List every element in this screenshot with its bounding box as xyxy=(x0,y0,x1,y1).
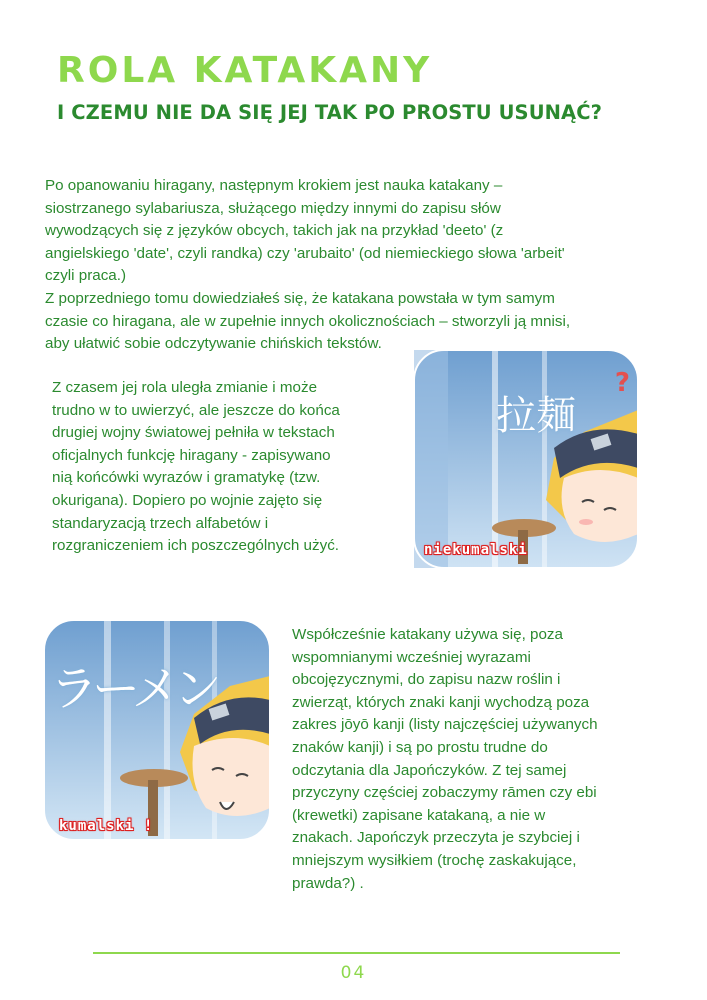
text-line: wspomnianymi wcześniej wyrazami xyxy=(292,648,531,666)
lower-paragraph xyxy=(292,624,637,895)
text-line: przyczyny częściej zobaczymy rāmen czy ebi xyxy=(292,784,597,802)
text-line: aby ułatwić sobie odczytywanie chińskich tekstów. xyxy=(45,335,382,353)
katakana-text: ラーメン xyxy=(50,661,216,717)
text-line: nią końcówki wyrazów i gramatykę (tzw. xyxy=(52,469,321,487)
page-subtitle: I CZEMU NIE DA SIĘ JEJ TAK PO PROSTU USUNĄĆ? xyxy=(57,101,603,124)
text-line: oficjalnych funkcję hiragany - zapisywano xyxy=(52,446,331,464)
text-line: angielskiego 'date', czyli randka) czy 'arubaito' (od niemieckiego słowa 'arbeit' xyxy=(45,244,565,262)
ramen-kanji-illustration xyxy=(414,350,638,568)
text-line: prawda?) . xyxy=(292,874,364,892)
text-line: trudno w to uwierzyć, ale jeszcze do końca xyxy=(52,401,340,419)
text-line: okurigana). Dopiero po wojnie zajęto się xyxy=(52,491,323,509)
text-line: mniejszym wysiłkiem (trochę zaskakujące, xyxy=(292,851,577,869)
text-line: odczytania dla Japończyków. Z tej samej xyxy=(292,761,567,779)
text-line: czasie co hiragana, ale w zupełnie innych okolicznościach – stworzyli ją mnisi, xyxy=(45,312,571,330)
text-line: znaków kanji) i są po prostu trudne do xyxy=(292,738,548,756)
text-line: obcojęzycznymi, do zapisu nazw roślin i xyxy=(292,671,561,689)
text-line: Współcześnie katakany używa się, poza xyxy=(292,626,563,643)
footer-divider xyxy=(93,952,620,954)
text-line: rozgraniczeniem ich poszczególnych użyć. xyxy=(52,537,340,555)
watermark: kumalski ! xyxy=(59,818,154,834)
intro-paragraph xyxy=(45,175,685,356)
text-line: wywodzących się z języków obcych, takich jak na przykład 'deeto' (z xyxy=(45,222,504,240)
watermark: niekumalski xyxy=(424,542,528,558)
text-line: Po opanowaniu hiragany, następnym krokiem jest nauka katakany – xyxy=(45,177,503,194)
text-line: zwierząt, których znaki kanji wychodzą poza xyxy=(292,693,590,711)
text-line: znakach. Japończyk przeczyta je szybciej i xyxy=(292,829,580,847)
kanji-text: 拉麺 xyxy=(496,393,576,439)
text-line: (krewetki) zapisane katakaną, a nie w xyxy=(292,806,546,824)
text-line: zakres jōyō kanji (listy najczęściej używanych xyxy=(292,716,598,734)
illustration-drawing xyxy=(414,350,638,568)
text-line: Z poprzedniego tomu dowiedziałeś się, że katakana powstała w tym samym xyxy=(45,289,555,307)
text-line: Z czasem jej rola uległa zmianie i może xyxy=(52,379,318,396)
page-title: ROLA KATAKANY xyxy=(57,50,433,91)
text-line: drugiej wojny światowej pełniła w tekstach xyxy=(52,424,335,442)
text-line: czyli praca.) xyxy=(45,267,127,285)
page-number: 04 xyxy=(340,963,367,983)
middle-paragraph xyxy=(52,377,397,558)
question-mark: ? xyxy=(614,368,630,398)
text-line: siostrzanego sylabariusza, służącego między innymi do zapisu słów xyxy=(45,199,501,217)
text-line: standaryzacją trzech alfabetów i xyxy=(52,514,269,532)
ramen-katakana-illustration xyxy=(44,620,270,840)
